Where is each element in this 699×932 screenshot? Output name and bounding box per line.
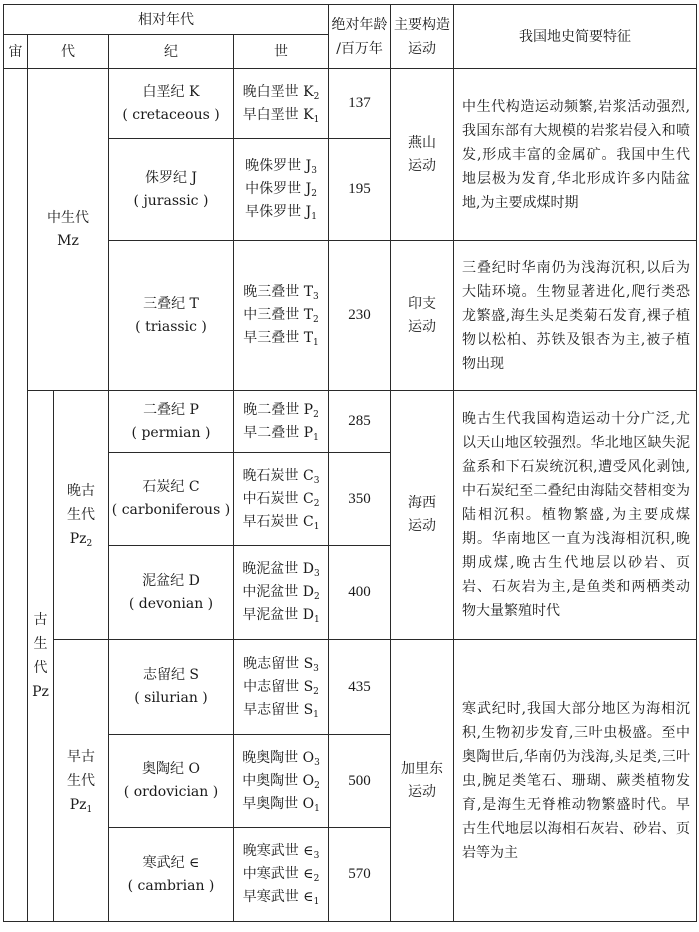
epoch-cell [234,69,329,139]
features-mesozoic: 中生代构造运动频繁,岩浆活动强烈,我国东部有大规模的岩浆岩侵入和喷发,形成丰富的金属矿。我国中生代地层极为发育,华北形成许多内陆盆地,为主要成煤时期 [454,69,697,241]
epoch-cell [234,453,329,546]
subera-early-line1: 早古 [67,748,95,765]
eon-cell [4,69,28,922]
period-english: ( carboniferous ) [111,502,231,518]
period-english: ( cretaceous ) [122,106,220,123]
epoch-name: 晚泥盆世 $D_3$ [242,561,320,579]
period-cell [109,828,234,922]
period-cell [109,139,234,241]
geologic-time-table-page [0,4,699,932]
absolute-age-header-line1: 绝对年龄 [331,16,388,33]
epoch-name: 晚石炭世 $C_3$ [242,467,320,486]
movement-header-line2: 运动 [408,40,437,57]
epoch-cell [234,139,329,241]
period-english: ( triassic ) [135,318,207,335]
epoch-name: 中石炭世 $C_2$ [242,490,320,509]
period-name: 泥盆纪 D [142,572,200,589]
period-name: 侏罗纪 J [144,169,198,186]
epoch-name: 中侏罗世 $J_2$ [245,181,317,199]
era-cell-paleozoic [28,391,54,922]
period-name: 三叠纪 T [143,295,199,312]
movement-suffix: 运动 [408,318,437,335]
epoch-name: 晚寒武世 $\in_3$ [242,843,320,861]
subera-early-line2: 生代 [67,772,95,789]
epoch-name: 早泥盆世 $D_1$ [242,607,320,625]
epoch-cell [234,546,329,640]
features-late-paleozoic: 晚古生代我国构造运动十分广泛,尤以天山地区较强烈。华北地区缺失泥盆系和下石炭统沉积,遭受风化剥蚀,中石炭纪至二叠纪由海陆交替相变为陆相沉积。植物繁盛,为主要成煤期。华南地区一直为浅海相沉积,晚期成煤,晚古生代地层以砂岩、页岩、石灰岩为主,是鱼类和两栖类动物大量繁殖时代 [454,391,697,640]
subera-cell-late-paleozoic [54,391,109,640]
period-header: 纪 [109,35,234,69]
period-name: 二叠纪 P [143,401,199,418]
epoch-name: 早石炭世 $C_1$ [242,513,320,532]
absolute-age-value: 570 [329,828,391,922]
era-mesozoic-name: 中生代 [47,209,89,226]
epoch-name: 中泥盆世 $D_2$ [242,584,320,602]
epoch-cell [234,828,329,922]
period-cell [109,391,234,453]
period-english: ( jurassic ) [133,192,209,209]
epoch-name: 晚三叠世 $T_3$ [243,284,319,302]
movement-header-line1: 主要构造 [394,16,451,33]
period-name: 志留纪 S [142,667,200,683]
period-english: ( silurian ) [134,690,208,706]
period-english: ( devonian ) [128,595,214,612]
absolute-age-value: 230 [329,241,391,391]
era-header: 代 [28,35,109,69]
epoch-name: 中寒武世 $\in_2$ [242,866,320,884]
eon-header: 宙 [4,35,28,69]
epoch-name: 早二叠世 $P_1$ [243,424,319,443]
movement-suffix: 运动 [408,783,437,800]
period-name: 奥陶纪 O [142,761,200,777]
period-english: ( permian ) [131,424,211,441]
features-early-paleozoic: 寒武纪时,我国大部分地区为海相沉积,生物初步发育,三叶虫极盛。至中奥陶世后,华南仍为浅海,头足类,三叶虫,腕足类笔石、珊瑚、蕨类植物发育,是海生无脊椎动物繁盛时代。早古生代地层以海相石灰岩、砂岩、页岩等为主 [454,640,697,922]
movement-cell-hercynian [391,391,454,640]
period-english: ( cambrian ) [127,877,215,894]
epoch-cell [234,735,329,828]
epoch-name: 中三叠世 $T_2$ [243,307,319,325]
absolute-age-value: 195 [329,139,391,241]
movement-cell-caledonian [391,640,454,922]
movement-name: 海西 [408,495,437,511]
epoch-name: 早寒武世 $\in_1$ [242,889,320,907]
epoch-name: 晚侏罗世 $J_3$ [245,158,317,176]
period-cell [109,241,234,391]
era-mesozoic-code: Mz [57,232,79,249]
absolute-age-value: 500 [329,735,391,828]
table-row-cretaceous [4,69,697,139]
subera-late-code: $Pz_2$ [69,531,93,549]
movement-name: 加里东 [401,760,444,777]
epoch-name: 晚二叠世 $P_2$ [243,401,319,420]
movement-cell-yanshan [391,69,454,241]
epoch-cell [234,640,329,735]
era-cell-mesozoic [28,69,109,391]
absolute-age-header [329,5,391,69]
era-paleozoic-code: Pz [32,684,49,700]
features-triassic: 三叠纪时华南仍为浅海沉积,以后为大陆环境。生物显著进化,爬行类恐龙繁盛,海生头足类菊石发育,裸子植物以松柏、苏铁及银杏为主,被子植物出现 [454,241,697,391]
period-name: 寒武纪 ∈ [142,854,200,871]
era-paleozoic-char: 代 [33,660,48,676]
epoch-name: 晚白垩世 $K_2$ [242,83,320,102]
absolute-age-value: 350 [329,453,391,546]
features-header: 我国地史简要特征 [454,5,697,69]
epoch-cell [234,241,329,391]
movement-name: 印支 [408,295,437,312]
subera-late-line1: 晚古 [67,483,95,499]
epoch-name: 早奥陶世 $O_1$ [242,795,320,814]
epoch-name: 中志留世 $S_2$ [243,678,319,697]
epoch-cell [234,391,329,453]
period-name: 白垩纪 K [142,83,200,100]
movement-name: 燕山 [408,134,437,151]
period-cell [109,69,234,139]
epoch-name: 晚奥陶世 $O_3$ [242,749,320,768]
movement-suffix: 运动 [408,157,437,174]
absolute-age-value: 400 [329,546,391,640]
geologic-time-table [3,4,697,922]
absolute-age-value: 435 [329,640,391,735]
absolute-age-value: 285 [329,391,391,453]
table-row-permian [4,391,697,453]
epoch-name: 早侏罗世 $J_1$ [245,204,317,222]
subera-late-line2: 生代 [67,507,95,523]
epoch-name: 早志留世 $S_1$ [243,701,319,720]
epoch-name: 早三叠世 $T_1$ [243,330,319,348]
movement-header [391,5,454,69]
subera-early-code: $Pz_1$ [69,796,93,815]
movement-suffix: 运动 [408,518,437,534]
absolute-age-value: 137 [329,69,391,139]
period-cell [109,640,234,735]
relative-age-header: 相对年代 [4,5,329,35]
period-cell [109,453,234,546]
header-row-1 [4,5,697,35]
epoch-name: 晚志留世 $S_3$ [243,655,319,674]
period-english: ( ordovician ) [123,784,219,800]
epoch-name: 早白垩世 $K_1$ [242,106,320,125]
period-cell [109,735,234,828]
period-name: 石炭纪 C [142,479,200,495]
epoch-header: 世 [234,35,329,69]
movement-cell-indosinian [391,241,454,391]
subera-cell-early-paleozoic [54,640,109,922]
epoch-name: 中奥陶世 $O_2$ [242,772,320,791]
era-paleozoic-char: 生 [33,636,48,652]
absolute-age-header-line2: /百万年 [336,40,383,57]
era-paleozoic-char: 古 [33,612,48,628]
period-cell [109,546,234,640]
table-row-silurian [4,640,697,735]
